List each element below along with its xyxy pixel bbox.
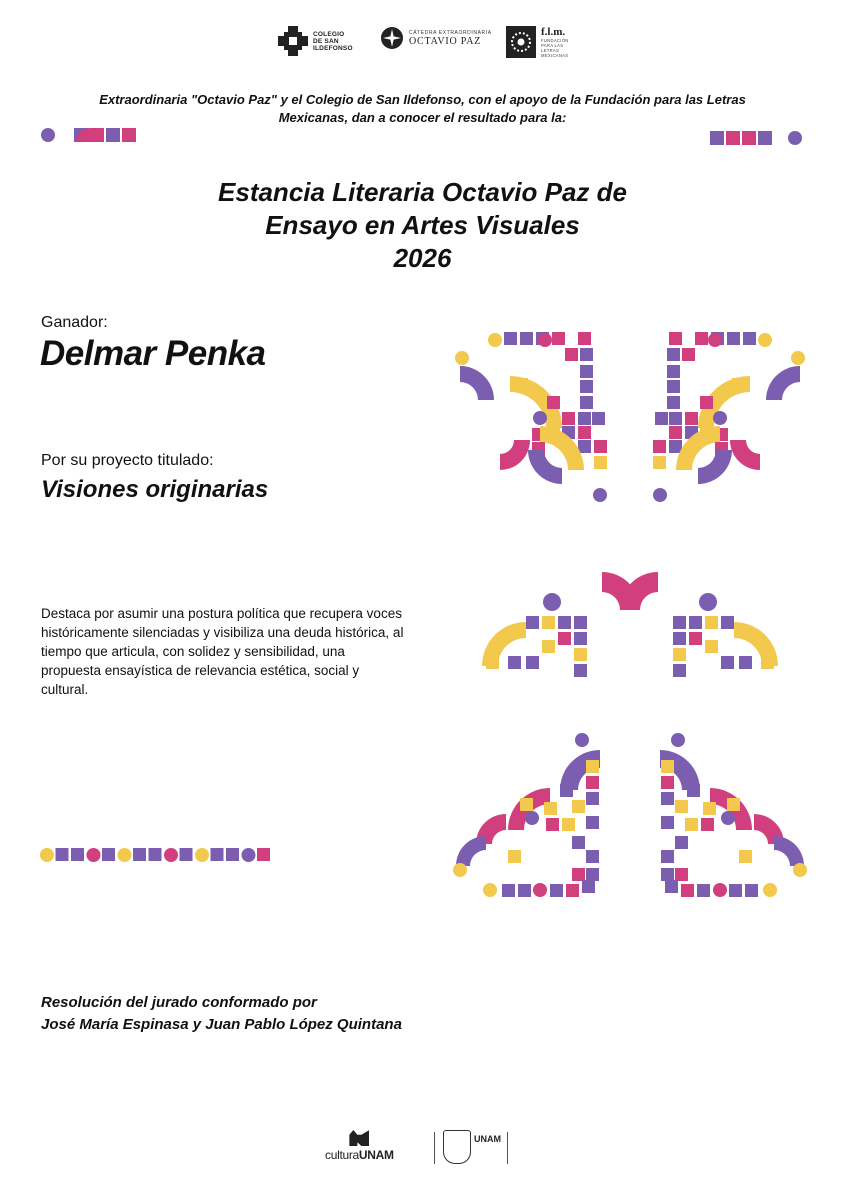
mosaic-dot xyxy=(533,411,547,425)
mosaic-square xyxy=(653,456,666,469)
winner-label: Ganador: xyxy=(41,314,108,331)
mosaic-arc xyxy=(528,450,562,484)
mosaic-dot xyxy=(87,848,101,862)
mosaic-square xyxy=(661,868,674,881)
mosaic-square xyxy=(560,784,573,797)
mosaic-square xyxy=(594,456,607,469)
logo-colegio-san-ildefonso xyxy=(278,26,353,56)
mosaic-square xyxy=(574,632,587,645)
mosaic-square xyxy=(552,332,565,345)
title-line-2: Ensayo en Artes Visuales xyxy=(265,210,580,240)
mosaic-square xyxy=(133,848,146,861)
mosaic-square xyxy=(592,412,605,425)
mosaic-dot xyxy=(763,883,777,897)
mosaic-square xyxy=(586,868,599,881)
mosaic-square xyxy=(546,818,559,831)
mosaic-square xyxy=(687,784,700,797)
mosaic-square xyxy=(582,880,595,893)
mosaic-square xyxy=(685,818,698,831)
mosaic-square xyxy=(655,412,668,425)
mosaic-square xyxy=(550,884,563,897)
mosaic-square xyxy=(90,128,104,142)
mosaic-square xyxy=(739,850,752,863)
mosaic-square xyxy=(727,332,740,345)
flm-line-4: MEXICANAS xyxy=(541,52,569,58)
mosaic-square xyxy=(673,664,686,677)
mosaic-dot xyxy=(593,488,607,502)
mosaic-square xyxy=(669,426,682,439)
header-logos xyxy=(0,26,845,66)
mosaic-square xyxy=(761,656,774,669)
mosaic-square xyxy=(226,848,239,861)
mosaic-square xyxy=(56,848,69,861)
logo-catedra-octavio-paz xyxy=(380,26,492,50)
mosaic-square xyxy=(681,884,694,897)
mosaic-dot xyxy=(453,863,467,877)
mosaic-square xyxy=(689,632,702,645)
flm-line-1: FUNDACIÓN xyxy=(541,37,569,43)
mosaic-square xyxy=(578,426,591,439)
mosaic-square xyxy=(580,380,593,393)
mosaic-square xyxy=(486,656,499,669)
mosaic-dot xyxy=(483,883,497,897)
flm-emblem-icon xyxy=(506,26,536,58)
mosaic-arc xyxy=(774,836,804,866)
mosaic-square xyxy=(566,884,579,897)
mosaic-square xyxy=(580,365,593,378)
mosaic-square xyxy=(667,348,680,361)
mosaic-dot xyxy=(699,593,717,611)
mosaic-square xyxy=(572,836,585,849)
mosaic-square xyxy=(700,396,713,409)
title-line-1: Estancia Literaria Octavio Paz de xyxy=(218,177,627,207)
mosaic-square xyxy=(689,616,702,629)
mosaic-square xyxy=(102,848,115,861)
mosaic-dot xyxy=(653,488,667,502)
footer-divider xyxy=(434,1132,435,1164)
mosaic-square xyxy=(565,348,578,361)
winner-name: Delmar Penka xyxy=(40,334,266,373)
mosaic-dot xyxy=(671,733,685,747)
mosaic-dot xyxy=(242,848,256,862)
mosaic-square xyxy=(667,365,680,378)
mosaic-square xyxy=(665,880,678,893)
mosaic-square xyxy=(572,800,585,813)
mosaic-dot xyxy=(195,848,209,862)
mosaic-square xyxy=(675,800,688,813)
mosaic-square xyxy=(661,816,674,829)
mosaic-dot xyxy=(533,883,547,897)
mosaic-square xyxy=(758,131,772,145)
mosaic-square xyxy=(721,656,734,669)
jury-line-2: José María Espinasa y Juan Pablo López Quintana xyxy=(41,1016,402,1033)
mosaic-square xyxy=(558,616,571,629)
colegio-line-3: ILDEFONSO xyxy=(313,44,353,52)
cultura-unam-icon xyxy=(349,1130,369,1146)
mosaic-dot xyxy=(791,351,805,365)
mosaic-square xyxy=(705,616,718,629)
mosaic-square xyxy=(661,776,674,789)
mosaic-square xyxy=(669,332,682,345)
mosaic-square xyxy=(594,440,607,453)
mosaic-square xyxy=(542,616,555,629)
mosaic-square xyxy=(562,818,575,831)
mosaic-square xyxy=(669,440,682,453)
mosaic-square xyxy=(574,616,587,629)
mosaic-square xyxy=(211,848,224,861)
mosaic-square xyxy=(586,816,599,829)
logo-cultura-unam xyxy=(325,1130,394,1162)
mosaic-dot xyxy=(758,333,772,347)
mosaic-arc xyxy=(698,450,732,484)
mosaic-square xyxy=(710,131,724,145)
mosaic-square xyxy=(697,884,710,897)
mosaic-square xyxy=(682,348,695,361)
mosaic-square xyxy=(745,884,758,897)
mosaic-square xyxy=(701,818,714,831)
mosaic-square xyxy=(122,128,136,142)
flm-line-2: PARA LAS xyxy=(541,42,564,48)
mosaic-square xyxy=(504,332,517,345)
mosaic-square xyxy=(661,792,674,805)
intro-text: Extraordinaria "Octavio Paz" y el Colegio de San Ildefonso, con el apoyo de la Fundación para las Letras Mexicanas, dan a conocer el resultado para la: xyxy=(99,92,746,125)
page-title xyxy=(110,176,735,275)
footer-divider-right xyxy=(507,1132,508,1164)
title-line-3: 2026 xyxy=(393,243,452,273)
logo-flm xyxy=(506,26,569,58)
mosaic-square xyxy=(580,396,593,409)
mosaic-arc xyxy=(620,572,658,610)
mosaic-dot xyxy=(575,733,589,747)
mosaic-square xyxy=(578,440,591,453)
mosaic-dot xyxy=(543,593,561,611)
mosaic-square xyxy=(586,760,599,773)
mosaic-dot xyxy=(40,848,54,862)
mosaic-square xyxy=(106,128,120,142)
cultura-suffix: UNAM xyxy=(358,1148,394,1162)
mosaic-square xyxy=(742,131,756,145)
project-title: Visiones originarias xyxy=(41,476,269,503)
mosaic-dot xyxy=(455,351,469,365)
mosaic-square xyxy=(675,836,688,849)
mosaic-arc xyxy=(730,440,760,470)
mosaic-square xyxy=(71,848,84,861)
mosaic-dot xyxy=(713,411,727,425)
flm-line-3: LETRAS xyxy=(541,47,560,53)
mosaic-square xyxy=(675,868,688,881)
mosaic-square xyxy=(743,332,756,345)
mosaic-square xyxy=(673,632,686,645)
mosaic-dot xyxy=(708,333,722,347)
mosaic-square xyxy=(729,884,742,897)
mosaic-square xyxy=(542,640,555,653)
mosaic-square xyxy=(669,412,682,425)
mosaic-square xyxy=(518,884,531,897)
mosaic-square xyxy=(586,850,599,863)
octavio-paz-emblem-icon xyxy=(380,26,404,50)
flm-title: f.l.m. xyxy=(541,25,566,38)
mosaic-square xyxy=(726,131,740,145)
mosaic-square xyxy=(526,616,539,629)
mosaic-square xyxy=(673,616,686,629)
mosaic-square xyxy=(526,656,539,669)
mosaic-square xyxy=(727,798,740,811)
mosaic-dot xyxy=(488,333,502,347)
mosaic-square xyxy=(574,648,587,661)
mosaic-square xyxy=(520,332,533,345)
mosaic-arc xyxy=(766,366,800,400)
mosaic-square xyxy=(673,648,686,661)
mosaic-dot xyxy=(713,883,727,897)
mosaic-square xyxy=(572,868,585,881)
mosaic-dot xyxy=(525,811,539,825)
mosaic-dot xyxy=(41,128,55,142)
jury-line-1: Resolución del jurado conformado por xyxy=(41,994,317,1011)
decorative-pattern-bottom-row xyxy=(40,847,280,865)
decorative-pattern-top-right xyxy=(708,129,808,147)
mosaic-square xyxy=(180,848,193,861)
mosaic-square xyxy=(739,656,752,669)
mosaic-arc xyxy=(456,836,486,866)
mosaic-square xyxy=(558,632,571,645)
mosaic-arc xyxy=(500,440,530,470)
cultura-prefix: cultura xyxy=(325,1148,359,1162)
mosaic-square xyxy=(667,396,680,409)
mosaic-square xyxy=(149,848,162,861)
mosaic-square xyxy=(562,412,575,425)
mosaic-dot xyxy=(164,848,178,862)
mosaic-square xyxy=(685,412,698,425)
mosaic-square xyxy=(705,640,718,653)
colegio-line-2: DE SAN xyxy=(313,37,339,45)
mosaic-square xyxy=(695,332,708,345)
mosaic-square xyxy=(703,802,716,815)
mosaic-square xyxy=(661,760,674,773)
mosaic-square xyxy=(653,440,666,453)
mosaic-arc xyxy=(460,366,494,400)
jury-statement xyxy=(41,992,461,1036)
mosaic-square xyxy=(257,848,270,861)
mosaic-dot xyxy=(538,333,552,347)
colegio-line-1: COLEGIO xyxy=(313,30,345,38)
unam-label: UNAM xyxy=(474,1134,501,1144)
mosaic-square xyxy=(578,332,591,345)
mosaic-dot xyxy=(788,131,802,145)
mosaic-dot xyxy=(793,863,807,877)
mosaic-square xyxy=(586,792,599,805)
mosaic-square xyxy=(508,850,521,863)
project-description: Destaca por asumir una postura política que recupera voces históricamente silenciadas y visibiliza una deuda histórica, al tiempo que articula, con solidez y sensibilidad, una propuesta ensayística de relevancia estética, social y cultural. xyxy=(41,606,404,697)
mosaic-square xyxy=(544,802,557,815)
mosaic-square xyxy=(661,850,674,863)
mosaic-square xyxy=(586,776,599,789)
mosaic-square xyxy=(547,396,560,409)
mosaic-dot xyxy=(118,848,132,862)
mosaic-square xyxy=(574,664,587,677)
mosaic-square xyxy=(721,616,734,629)
mosaic-square xyxy=(580,348,593,361)
mosaic-square xyxy=(578,412,591,425)
decorative-pattern-top-left xyxy=(40,126,140,144)
decorative-mosaic xyxy=(450,320,810,910)
colegio-emblem-icon xyxy=(278,26,308,56)
mosaic-square xyxy=(520,798,533,811)
mosaic-square xyxy=(502,884,515,897)
footer-logos xyxy=(0,1130,845,1170)
mosaic-dot xyxy=(721,811,735,825)
mosaic-square xyxy=(667,380,680,393)
project-label: Por su proyecto titulado: xyxy=(41,452,214,469)
mosaic-square xyxy=(508,656,521,669)
octavio-paz-text: OCTAVIO PAZ xyxy=(409,35,482,47)
unam-emblem-icon xyxy=(443,1130,471,1164)
catedra-small-text: CÁTEDRA EXTRAORDINARIA xyxy=(409,29,492,36)
